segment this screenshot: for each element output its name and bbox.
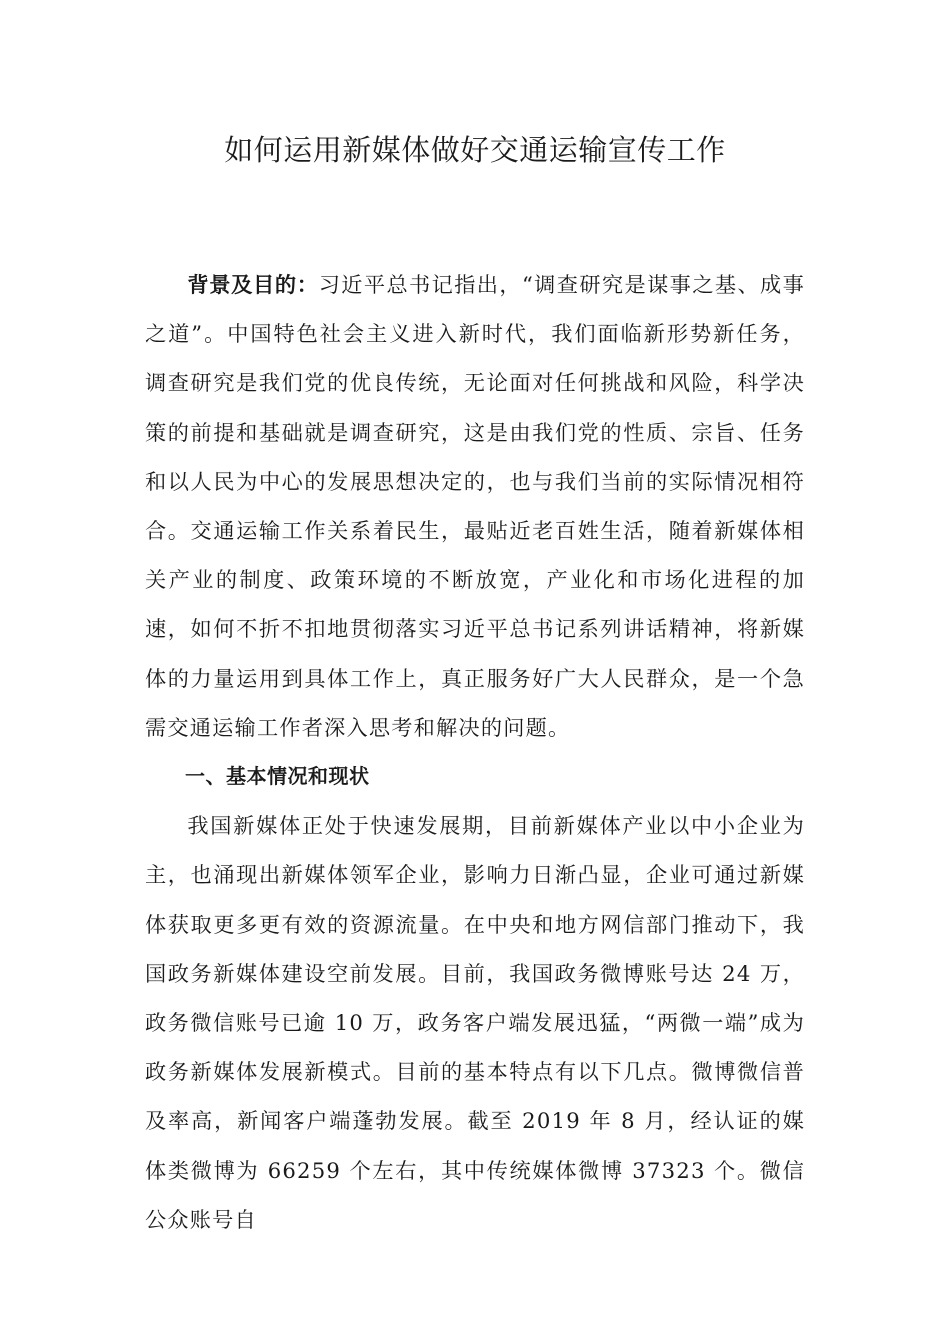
document-body: [145, 260, 805, 1244]
intro-label: 背景及目的：: [187, 272, 319, 297]
intro-text: 习近平总书记指出，“调查研究是谋事之基、成事之道”。中国特色社会主义进入新时代，我们面临新形势新任务，调查研究是我们党的优良传统，无论面对任何挑战和风险，科学决策的前提和基础就是调查研究，这是由我们党的性质、宗旨、任务和以人民为中心的发展思想决定的，也与我们当前的实际情况相符合。交通运输工作关系着民生，最贴近老百姓生活，随着新媒体相关产业的制度、政策环境的不断放宽，产业化和市场化进程的加速，如何不折不扣地贯彻落实习近平总书记系列讲话精神，将新媒体的力量运用到具体工作上，真正服务好广大人民群众，是一个急需交通运输工作者深入思考和解决的问题。: [145, 272, 805, 740]
section-heading-basic-situation: 一、基本情况和现状: [185, 764, 370, 789]
document-title: 如何运用新媒体做好交通运输宣传工作: [224, 133, 726, 167]
intro-paragraph: [145, 260, 805, 752]
section-paragraph: 我国新媒体正处于快速发展期，目前新媒体产业以中小企业为主，也涌现出新媒体领军企业，影响力日渐凸显，企业可通过新媒体获取更多更有效的资源流量。在中央和地方网信部门推动下，我国政务新媒体建设空前发展。目前，我国政务微博账号达 24 万，政务微信账号已逾 10 万，政务客户端发展迅猛，“两微一端”成为政务新媒体发展新模式。目前的基本特点有以下几点。微博微信普及率高，新闻客户端蓬勃发展。截至 2019 年 8 月，经认证的媒体类微博为 66259 个左右，其中传统媒体微博 37323 个。微信公众账号自: [145, 813, 805, 1232]
